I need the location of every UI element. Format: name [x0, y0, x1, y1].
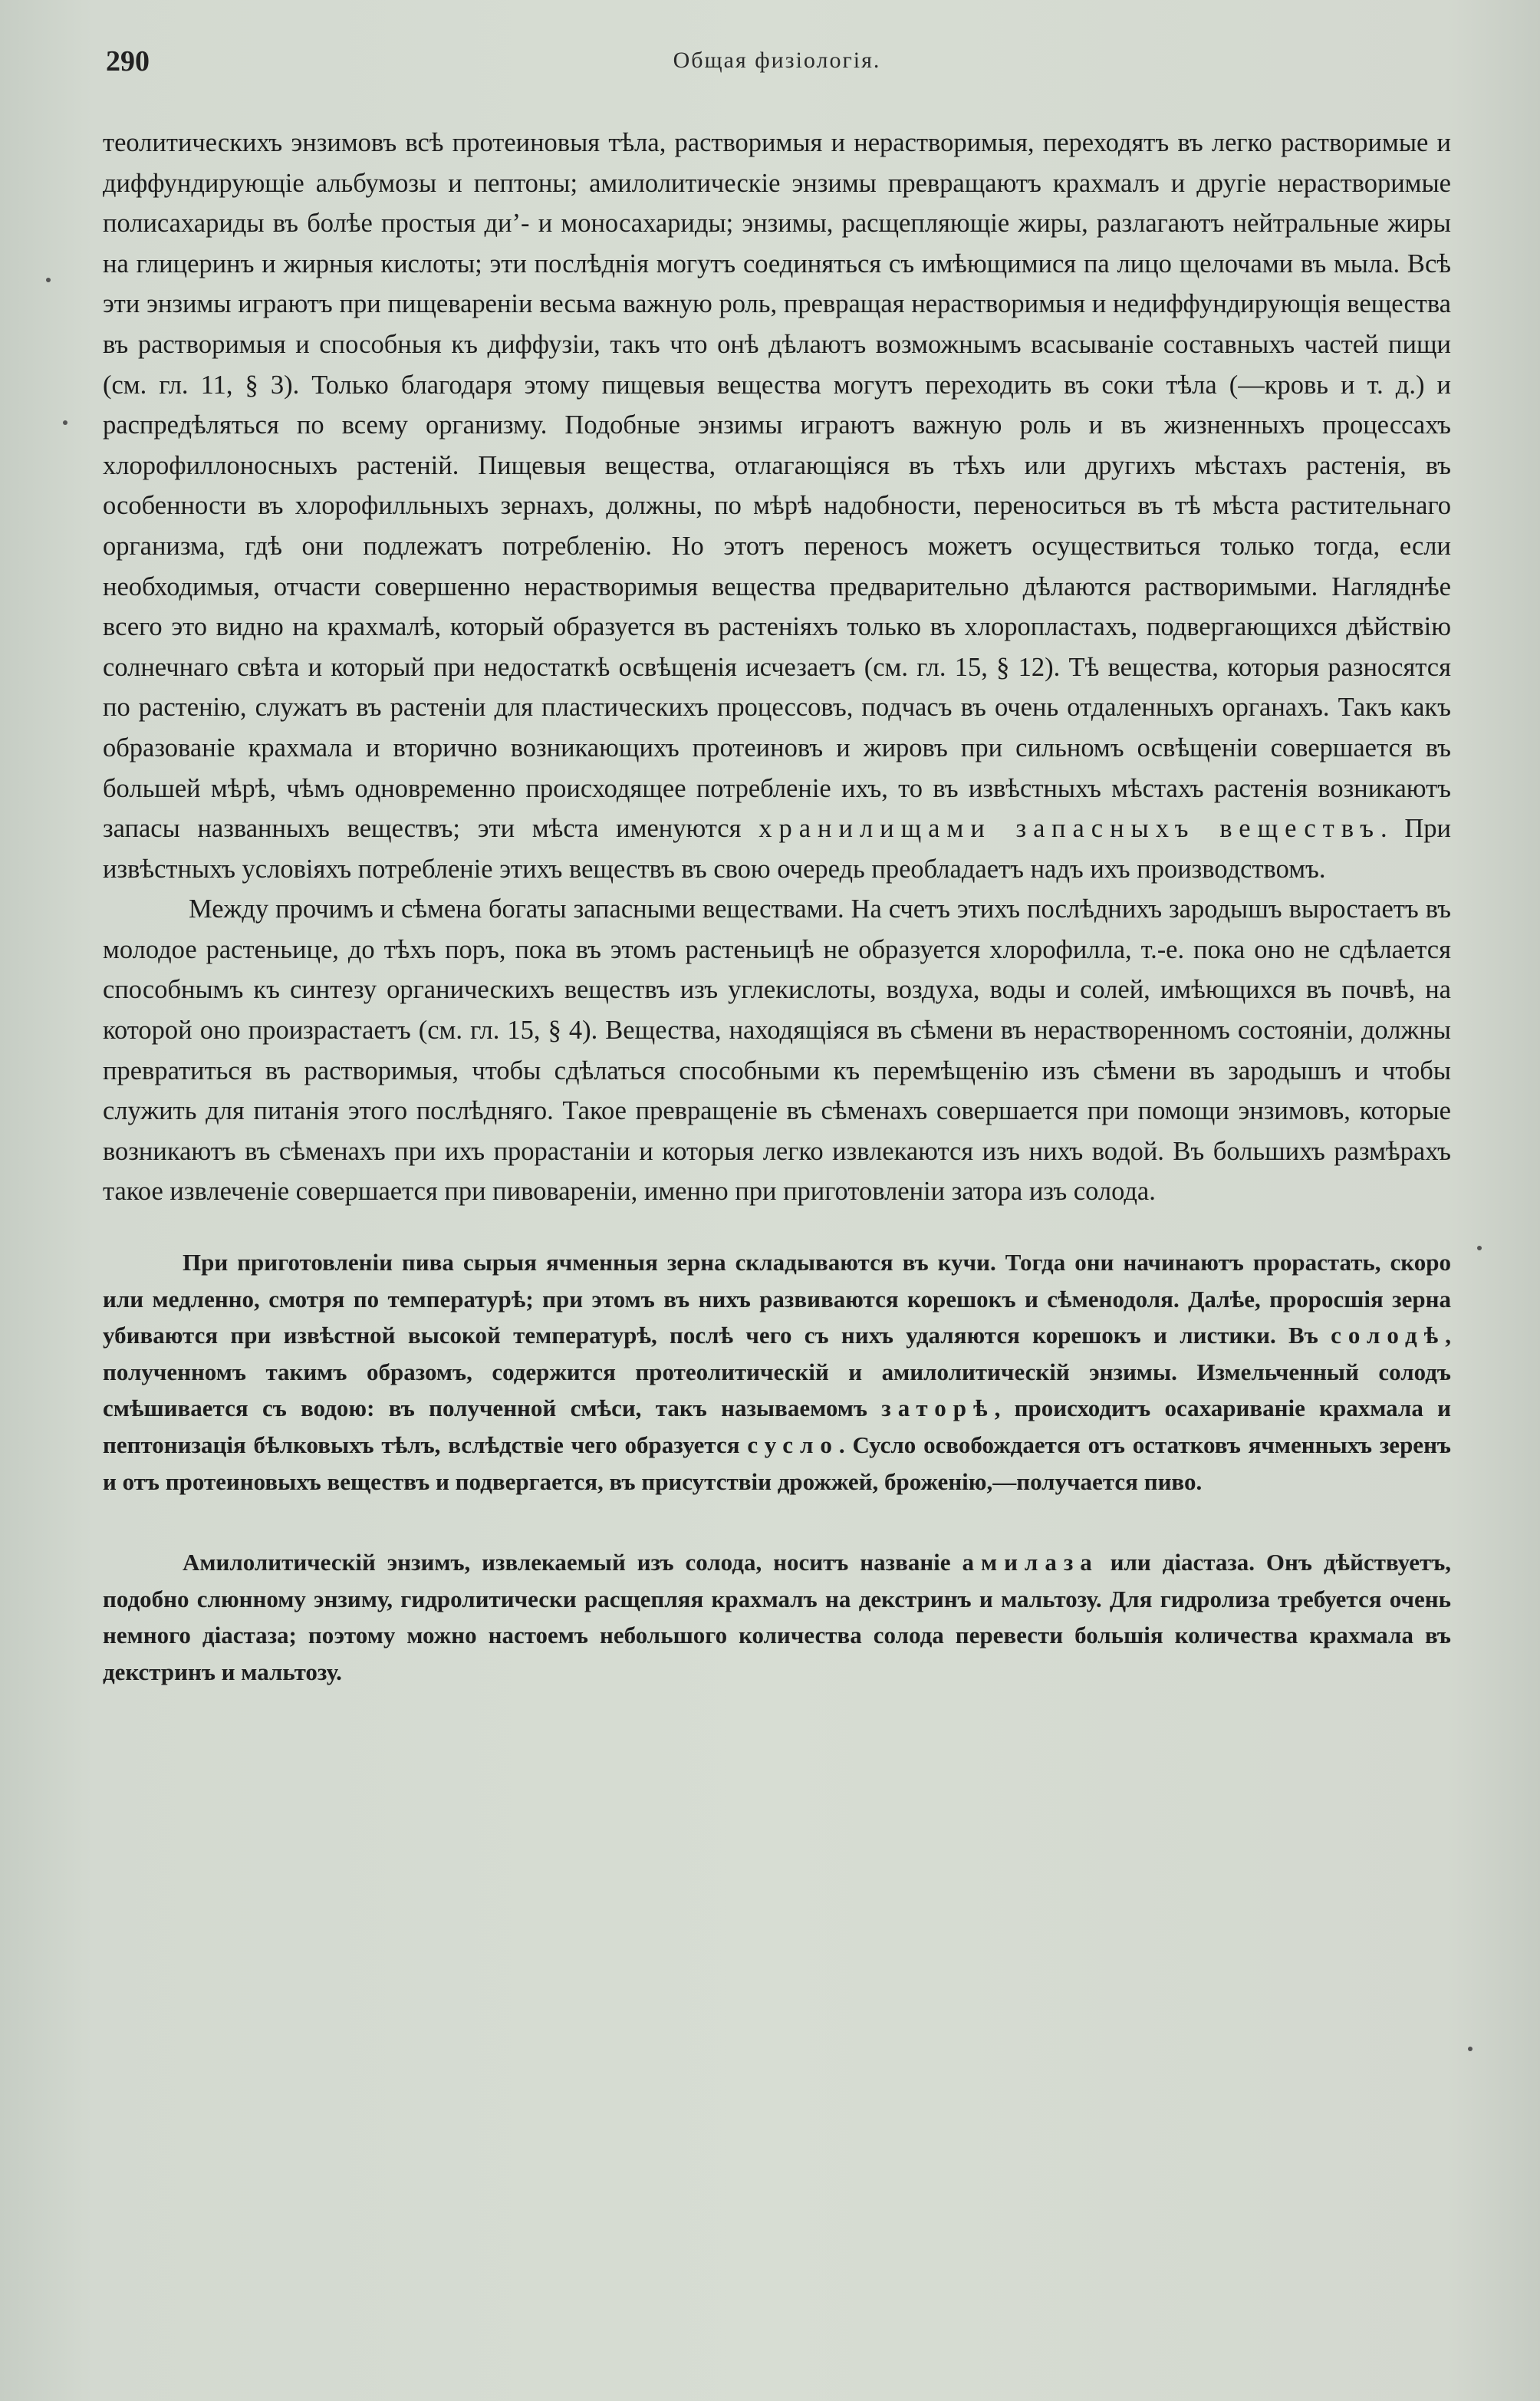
- spaced-term-amylase: амилаза: [962, 1549, 1099, 1576]
- spaced-term-malt: солодѣ: [1331, 1322, 1446, 1349]
- print-speck: [1468, 2047, 1473, 2051]
- paragraph-4: [103, 1544, 1451, 1690]
- print-speck: [46, 278, 51, 282]
- spaced-term-wort: сусло: [747, 1431, 839, 1458]
- paragraph-3-part-c: , происходитъ осахариванiе крахмала и пептонизацiя бѣлковыхъ тѣлъ, вслѣдствiе чего образуется: [103, 1395, 1451, 1458]
- paragraph-2: Между прочимъ и сѣмена богаты запасными веществами. На счетъ этихъ послѣднихъ зародышъ выростаетъ въ молодое растеньице, до тѣхъ поръ, пока въ этомъ растеньицѣ не образуется хлорофилла, т.-е. пока оно не сдѣлается способнымъ къ синтезу органическихъ веществъ изъ углекислоты, воздуха, воды и солей, имѣющихся въ почвѣ, на которой оно произрастаетъ (см. гл. 15, § 4). Вещества, находящiяся въ сѣмени въ нерастворенномъ состоянiи, должны превратиться въ растворимыя, чтобы сдѣлаться способными къ перемѣщенiю изъ сѣмени въ зародышъ и чтобы служить для питанiя этого послѣдняго. Такое превращенiе въ сѣменахъ совершается при помощи энзимовъ, которые возникаютъ въ сѣменахъ при ихъ прорастанiи и которыя легко извлекаются изъ нихъ водой. Въ большихъ размѣрахъ такое извлеченiе совершается при пивоваренiи, именно при приготовленiи затора изъ солода.: [103, 894, 1451, 1207]
- paragraph-3: [103, 1244, 1451, 1500]
- main-text-block: [103, 123, 1451, 1212]
- closing-note: [103, 1544, 1451, 1690]
- body-text: [103, 123, 1451, 1691]
- print-speck: [63, 420, 67, 425]
- paragraph-3-part-b: , полученномъ такимъ образомъ, содержится протеолитическiй и амилолитическiй энзимы. Измельченный солодъ смѣшивается съ водою: въ полученной смѣси, такъ называемомъ: [103, 1322, 1451, 1422]
- paragraph-1-part-b: . При извѣстныхъ условiяхъ потребленiе этихъ веществъ въ свою очередь преобладаетъ надъ ихъ производствомъ.: [103, 814, 1451, 884]
- paragraph-3-part-a: При приготовленiи пива сырыя ячменныя зерна складываются въ кучи. Тогда они начинаютъ прорастать, скоро или медленно, смотря по температурѣ; при этомъ въ нихъ развиваются корешокъ и сѣменодоля. Далѣе, проросшiя зерна убиваются при извѣстной высокой температурѣ, послѣ чего съ нихъ удаляются корешокъ и листики. Въ: [103, 1249, 1451, 1349]
- page-number: 290: [106, 45, 150, 77]
- print-speck: [1477, 1246, 1482, 1250]
- spaced-term-mash: заторѣ: [881, 1395, 995, 1422]
- spaced-term-storage: хранилищами запасныхъ веществъ: [758, 814, 1381, 844]
- paragraph-4-part-b: или дiастаза. Онъ дѣйствуетъ, подобно слюнному энзиму, гидролитически расщепляя крахмалъ на декстринъ и мальтозу. Для гидролиза требуется очень немного дiастаза; поэтому можно настоемъ небольшого количества солода перевести большiя количества крахмала въ декстринъ и мальтозу.: [103, 1549, 1452, 1685]
- small-print-note: [103, 1244, 1451, 1500]
- paragraph-1: [103, 123, 1451, 889]
- running-title: Общая физiологiя.: [673, 48, 881, 73]
- paragraph-1-part-a: теолитическихъ энзимовъ всѣ протеиновыя тѣла, растворимыя и нерастворимыя, переходятъ въ легко растворимые и диффундирующiе альбумозы и пептоны; амилолитическiе энзимы превращаютъ крахмалъ и другiе нерастворимые полисахариды въ болѣе простыя ди’- и моносахариды; энзимы, расщепляющiе жиры, разлагаютъ нейтральные жиры на глицеринъ и жирныя кислоты; эти послѣднiя могутъ соединяться съ имѣющимися па лицо щелочами въ мыла. Всѣ эти энзимы играютъ при пищеваренiи весьма важную роль, превращая нерастворимыя и недиффундирующiя вещества въ растворимыя и способныя къ диффузiи, такъ что онѣ дѣлаютъ возможнымъ всасыванiе составныхъ частей пищи (см. гл. 11, § 3). Только благодаря этому пищевыя вещества могутъ переходить въ соки тѣла (—кровь и т. д.) и распредѣляться по всему организму. Подобные энзимы играютъ важную роль и въ жизненныхъ процессахъ хлорофиллоносныхъ растенiй. Пищевыя вещества, отлагающiяся въ тѣхъ или другихъ мѣстахъ растенiя, въ особенности въ хлорофилльныхъ зернахъ, должны, по мѣрѣ надобности, переноситься въ тѣ мѣста растительнаго организма, гдѣ они подлежатъ потребленiю. Но этотъ переносъ можетъ осуществиться только тогда, если необходимыя, отчасти совершенно нерастворимыя вещества предварительно дѣлаются растворимыми. Нагляднѣе всего это видно на крахмалѣ, который образуется въ растенiяхъ только въ хлоропластахъ, подвергающихся дѣйствiю солнечнаго свѣта и который при недостаткѣ освѣщенiя исчезаетъ (см. гл. 15, § 12). Тѣ вещества, которыя разносятся по растенiю, служатъ въ растенiи для пластическихъ процессовъ, подчасъ въ очень отдаленныхъ органахъ. Такъ какъ образованiе крахмала и вторично возникающихъ протеиновъ и жировъ при сильномъ освѣщенiи совершается въ большей мѣрѣ, чѣмъ одновременно происходящее потребленiе ихъ, то въ извѣстныхъ мѣстахъ растенiя возникаютъ запасы названныхъ веществъ; эти мѣста именуются: [103, 128, 1451, 844]
- paragraph-4-part-a: Амилолитическiй энзимъ, извлекаемый изъ солода, носитъ названiе: [183, 1549, 951, 1576]
- page-header: [106, 44, 1448, 83]
- paragraph-3-part-d: . Сусло освобождается отъ остатковъ ячменныхъ зеренъ и отъ протеиновыхъ веществъ и подвергается, въ присутствiи дрожжей, броженiю,—получается пиво.: [103, 1431, 1451, 1495]
